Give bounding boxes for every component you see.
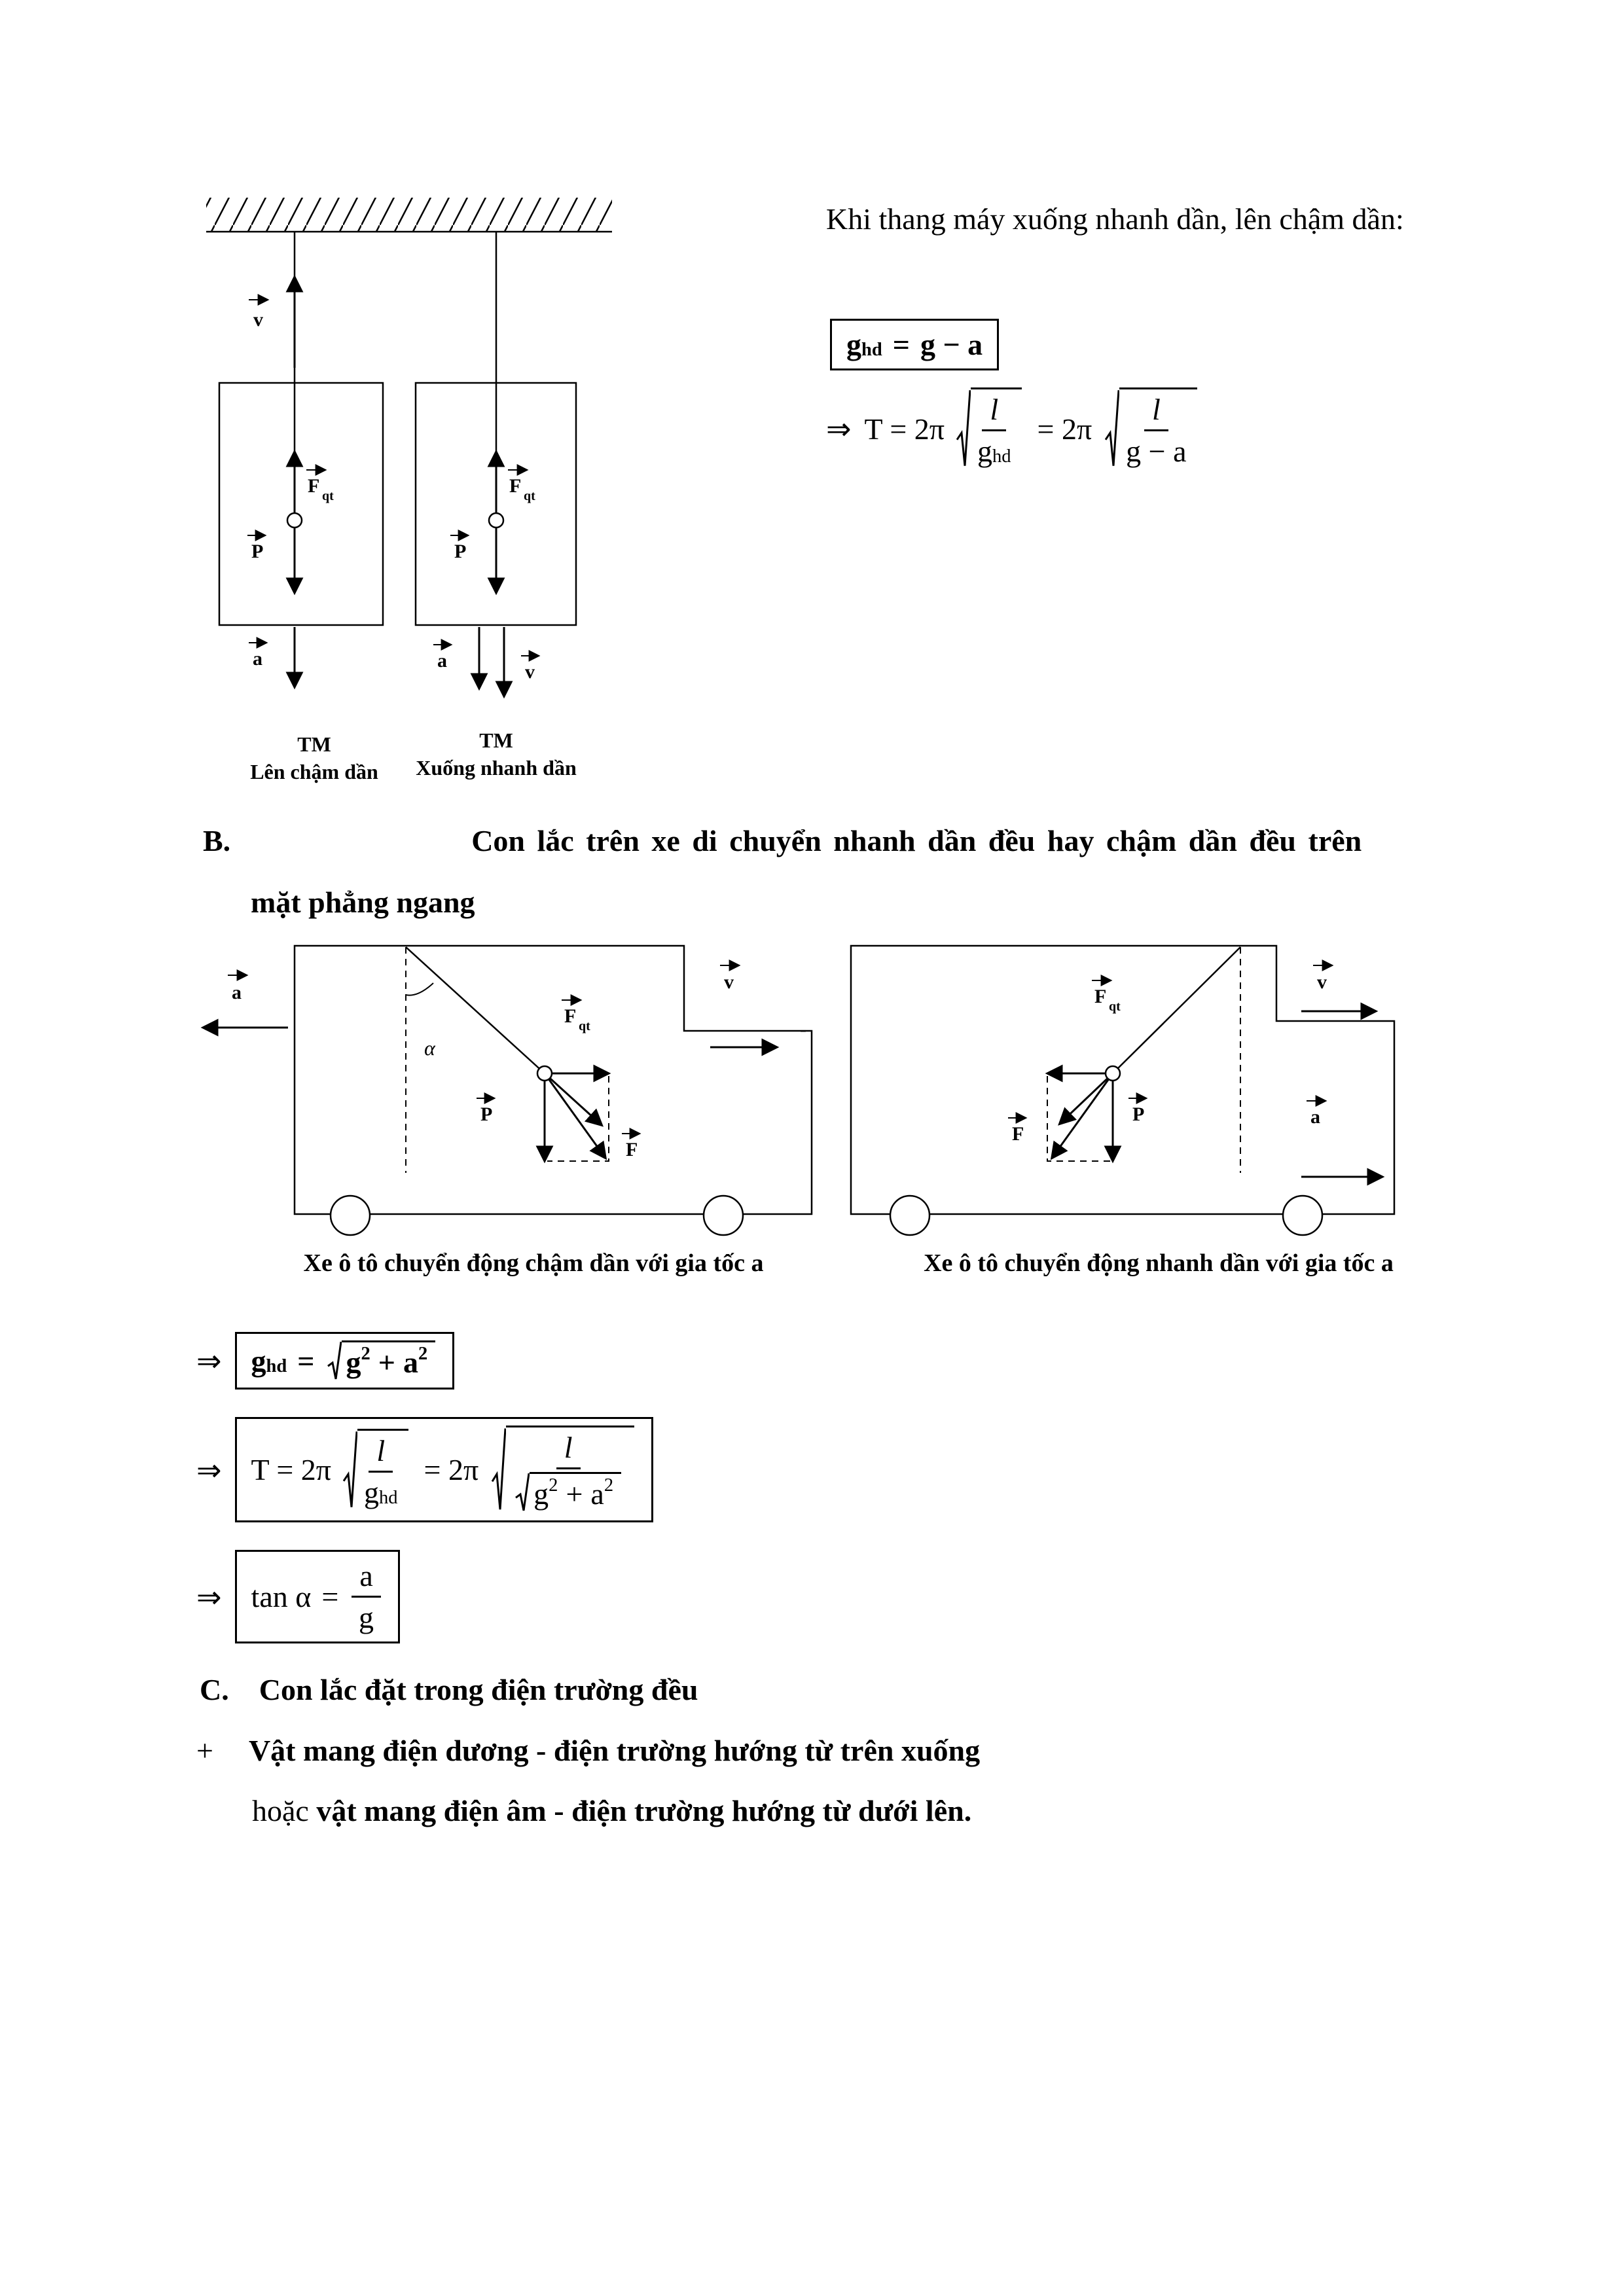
implies-icon: ⇒ xyxy=(826,412,852,446)
cabin-box xyxy=(219,383,383,625)
last-line-prefix: hoặc xyxy=(252,1794,317,1827)
right-car xyxy=(851,946,1394,1277)
fqt-sub-label: qt xyxy=(1109,999,1121,1014)
sqrt-group-inner xyxy=(515,1472,621,1513)
ghd-subscript: hd xyxy=(266,1355,287,1376)
a-label: a xyxy=(253,648,262,670)
a-label: a xyxy=(1310,1106,1320,1128)
formula-box xyxy=(235,1550,400,1643)
fraction xyxy=(364,1433,398,1510)
formula-box xyxy=(235,1332,455,1390)
pendulum-bob xyxy=(1106,1066,1120,1081)
resultant-arrow xyxy=(545,1073,605,1157)
length-symbol: l xyxy=(1144,392,1168,431)
period-mid: = 2π xyxy=(424,1453,479,1486)
f-label: F xyxy=(1012,1123,1024,1145)
bullet-text: Vật mang điện dương - điện trường hướng từ trên xuống xyxy=(248,1734,981,1767)
a-symbol: a xyxy=(590,1477,604,1511)
sqrt-group xyxy=(343,1429,408,1511)
a-symbol: a xyxy=(352,1558,380,1598)
wheel xyxy=(1283,1196,1322,1235)
fqt-label: F xyxy=(509,475,522,497)
left-elevator xyxy=(219,232,383,783)
tm-label: TM xyxy=(297,732,331,756)
section-b-label: B. xyxy=(203,824,231,857)
equals-sign: = xyxy=(297,1344,315,1378)
right-car-caption: Xe ô tô chuyển động nhanh dần với gia tốc a xyxy=(924,1249,1394,1277)
fraction xyxy=(1126,392,1186,469)
section-c-label: C. xyxy=(200,1673,229,1706)
tm-label: TM xyxy=(479,728,513,752)
sqrt-group xyxy=(492,1426,634,1514)
ceiling-hatch xyxy=(206,198,612,232)
last-line xyxy=(252,1793,971,1828)
string-direction-arrow xyxy=(1060,1073,1113,1123)
wheel xyxy=(331,1196,370,1235)
v-label: v xyxy=(724,971,734,993)
v-label: v xyxy=(253,309,263,331)
sqrt-group xyxy=(327,1340,435,1381)
fqt-sub-label: qt xyxy=(322,489,334,503)
dash-mark: - xyxy=(800,1018,806,1040)
wheel xyxy=(890,1196,929,1235)
squared: 2 xyxy=(418,1343,428,1364)
section-c-heading xyxy=(200,1672,698,1707)
section-b-title-2: mặt phẳng ngang xyxy=(251,886,475,919)
fraction xyxy=(977,392,1011,469)
elevator-note-text: Khi thang máy xuống nhanh dần, lên chậm dần: xyxy=(826,202,1404,236)
fraction xyxy=(352,1558,380,1635)
left-elevator-caption: Lên chậm dần xyxy=(250,760,378,783)
radical-icon xyxy=(956,387,971,470)
alpha-label: α xyxy=(424,1036,435,1060)
elevator-note-paragraph xyxy=(826,185,1432,254)
string xyxy=(1113,947,1240,1073)
g-minus-a: g − a xyxy=(1126,435,1187,468)
section-b-heading-line2 xyxy=(251,885,475,920)
formula-box xyxy=(830,319,999,370)
a-symbol: a xyxy=(403,1346,418,1379)
p-label: P xyxy=(454,541,467,562)
p-label: P xyxy=(1132,1103,1145,1125)
v-label: v xyxy=(1317,971,1327,993)
radical-icon xyxy=(515,1472,530,1513)
ghd-subscript: hd xyxy=(861,340,882,361)
section-b-title: Con lắc trên xe di chuyển nhanh dần đều hay chậm dần đều trên xyxy=(471,824,1362,857)
radical-icon xyxy=(492,1426,506,1514)
left-car-caption: Xe ô tô chuyển động chậm dần với gia tốc a xyxy=(303,1249,764,1277)
pendulum-bob xyxy=(287,513,302,528)
fqt-label: F xyxy=(308,475,320,497)
pendulum-bob xyxy=(537,1066,552,1081)
fqt-sub-label: qt xyxy=(524,489,535,503)
g-symbol: g xyxy=(359,1601,374,1634)
plus-sign: + xyxy=(378,1346,395,1379)
fqt-sub-label: qt xyxy=(579,1019,590,1033)
g-symbol: g xyxy=(977,435,992,468)
angle-arc xyxy=(406,983,433,996)
hd-subscript: hd xyxy=(378,1487,398,1508)
radical-icon xyxy=(1105,387,1119,470)
length-symbol: l xyxy=(369,1433,393,1473)
left-car xyxy=(204,946,812,1277)
squared: 2 xyxy=(361,1343,370,1364)
tan-lhs: tan α xyxy=(251,1580,312,1613)
sqrt-group xyxy=(1105,387,1197,470)
fqt-label: F xyxy=(1094,986,1107,1007)
resultant-arrow xyxy=(1053,1073,1113,1157)
equals-sign: = xyxy=(892,328,910,361)
a-label: a xyxy=(232,982,242,1003)
radical-icon xyxy=(343,1429,357,1511)
section-b-heading xyxy=(203,823,1434,858)
implies-icon: ⇒ xyxy=(196,1580,222,1614)
formula-period-elevator xyxy=(826,387,1200,470)
g-symbol: g xyxy=(346,1346,361,1379)
bullet-line xyxy=(196,1733,980,1768)
length-symbol: l xyxy=(982,392,1006,431)
wheel xyxy=(704,1196,743,1235)
section-c-title: Con lắc đặt trong điện trường đều xyxy=(259,1673,698,1706)
elevator-diagram xyxy=(196,190,628,785)
formula-box xyxy=(235,1417,654,1522)
car-diagrams xyxy=(196,929,1427,1296)
implies-icon: ⇒ xyxy=(196,1453,222,1487)
fqt-label: F xyxy=(564,1005,577,1027)
squared: 2 xyxy=(549,1475,558,1496)
v-label: v xyxy=(525,661,535,683)
implies-icon: ⇒ xyxy=(196,1344,222,1378)
f-label: F xyxy=(626,1139,638,1160)
g-symbol: g xyxy=(533,1477,549,1511)
plus-sign: + xyxy=(566,1477,583,1511)
p-label: P xyxy=(480,1103,493,1125)
right-elevator xyxy=(416,232,577,780)
formula-ghd-elevator xyxy=(830,319,999,370)
fraction xyxy=(513,1430,624,1513)
formula-period-car xyxy=(196,1417,653,1522)
plus-marker: + xyxy=(196,1734,213,1767)
a-label: a xyxy=(437,650,447,672)
formula-tan xyxy=(196,1550,400,1643)
hd-subscript: hd xyxy=(992,446,1011,467)
period-mid: = 2π xyxy=(1037,412,1092,446)
ghd-base: g xyxy=(846,328,861,361)
period-lhs: T = 2π xyxy=(864,412,945,446)
formula-ghd-car xyxy=(196,1332,454,1390)
squared: 2 xyxy=(604,1475,614,1496)
period-lhs: T = 2π xyxy=(251,1453,331,1486)
length-symbol: l xyxy=(556,1430,581,1469)
radical-icon xyxy=(327,1340,342,1381)
right-elevator-caption: Xuống nhanh dần xyxy=(416,756,577,780)
p-label: P xyxy=(251,541,264,562)
truck-outline xyxy=(851,946,1394,1214)
string-direction-arrow xyxy=(545,1073,601,1124)
ghd-rhs: g − a xyxy=(920,328,983,361)
last-line-bold: vật mang điện âm - điện trường hướng từ dưới lên. xyxy=(316,1794,972,1827)
g-symbol: g xyxy=(363,1475,379,1509)
sqrt-group xyxy=(956,387,1022,470)
equals-sign: = xyxy=(321,1580,339,1613)
ghd-base: g xyxy=(251,1344,266,1378)
pendulum-bob xyxy=(489,513,503,528)
